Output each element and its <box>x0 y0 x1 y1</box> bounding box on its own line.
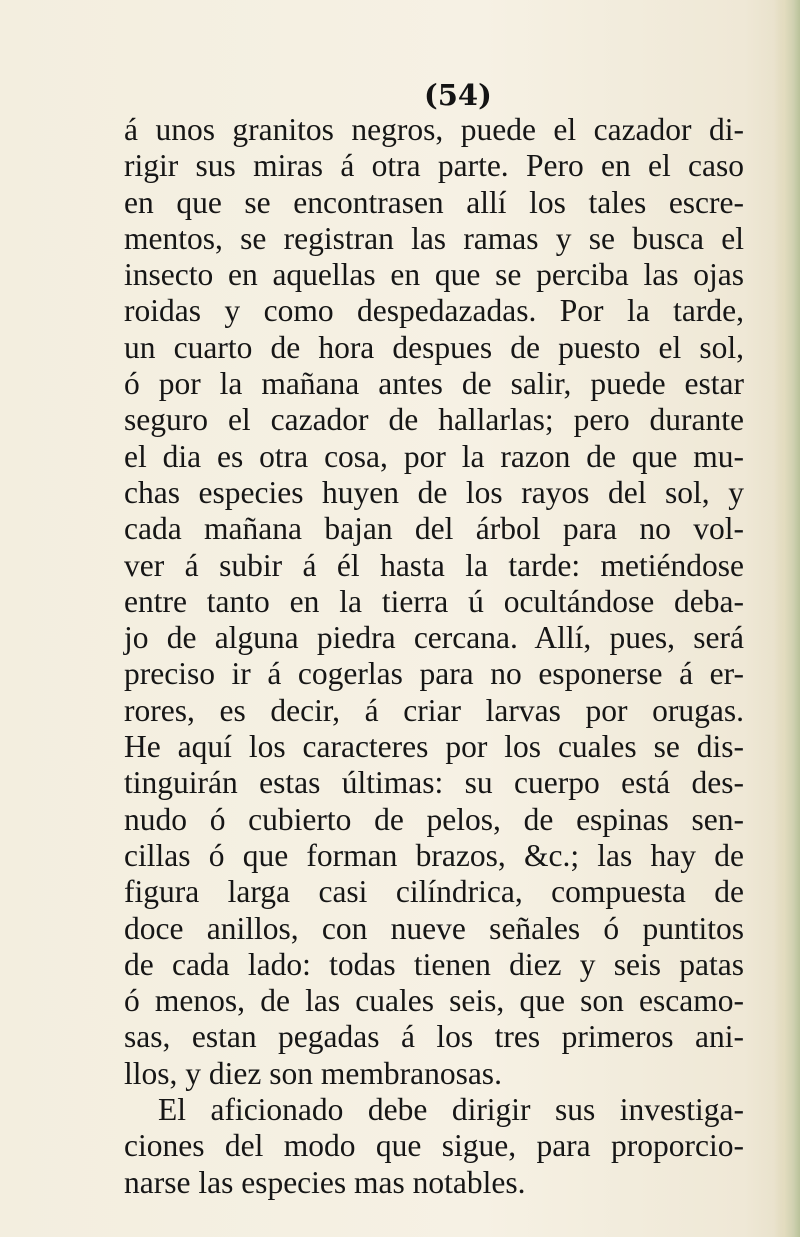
text-line: narse las especies mas notables. <box>124 1164 526 1200</box>
text-line: doce anillos, con nueve señales ó puntitos <box>124 910 744 946</box>
text-line: nudo ó cubierto de pelos, de espinas sen- <box>124 801 744 837</box>
text-line: rigir sus miras á otra parte. Pero en el caso <box>124 148 744 184</box>
text-line: un cuarto de hora despues de puesto el sol, <box>124 329 744 365</box>
text-line: figura larga casi cilíndrica, compuesta de <box>124 874 744 910</box>
text-line: entre tanto en la tierra ú ocultándose deba- <box>124 583 744 619</box>
text-line: chas especies huyen de los rayos del sol, y <box>124 474 744 510</box>
text-line: cillas ó que forman brazos, &c.; las hay de <box>124 837 744 873</box>
text-line: ó menos, de las cuales seis, que son escamo- <box>124 983 744 1019</box>
text-line: llos, y diez son membranosas. <box>124 1055 502 1091</box>
text-line: el dia es otra cosa, por la razon de que mu- <box>124 438 744 474</box>
text-line: seguro el cazador de hallarlas; pero durante <box>124 402 744 438</box>
body-text <box>124 112 744 1201</box>
text-line: jo de alguna piedra cercana. Allí, pues, será <box>124 620 744 656</box>
text-line: He aquí los caracteres por los cuales se dis- <box>124 729 744 765</box>
text-line: roidas y como despedazadas. Por la tarde, <box>124 293 744 329</box>
text-line: ver á subir á él hasta la tarde: metiéndose <box>124 547 744 583</box>
text-line: rores, es decir, á criar larvas por orugas. <box>124 692 744 728</box>
text-line: insecto en aquellas en que se perciba las ojas <box>124 257 744 293</box>
text-line: de cada lado: todas tienen diez y seis patas <box>124 946 744 982</box>
text-line: mentos, se registran las ramas y se busca el <box>124 220 744 256</box>
text-line: cada mañana bajan del árbol para no vol- <box>124 511 744 547</box>
page-number: (54) <box>424 78 492 112</box>
text-line: ó por la mañana antes de salir, puede estar <box>124 366 744 402</box>
text-line: preciso ir á cogerlas para no esponerse á er- <box>124 656 744 692</box>
page-edge-shadow <box>774 0 800 1237</box>
text-line: tinguirán estas últimas: su cuerpo está des- <box>124 765 744 801</box>
text-line: á unos granitos negros, puede el cazador di- <box>124 112 744 147</box>
text-line: ciones del modo que sigue, para proporcio- <box>124 1128 744 1164</box>
text-line: El aficionado debe dirigir sus investiga- <box>158 1092 744 1128</box>
text-line: en que se encontrasen allí los tales escre- <box>124 184 744 220</box>
text-line: sas, estan pegadas á los tres primeros ani- <box>124 1019 744 1055</box>
